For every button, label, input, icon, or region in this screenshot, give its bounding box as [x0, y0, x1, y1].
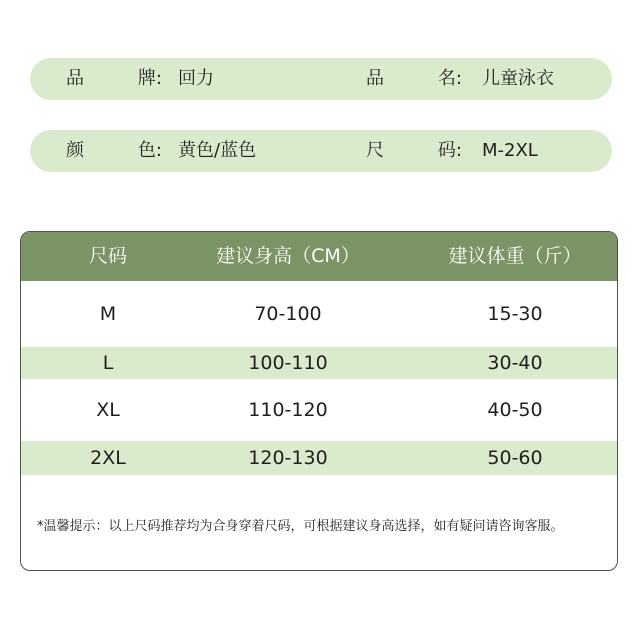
header-size: 尺码 — [88, 245, 127, 267]
brand-value: 回力 — [178, 68, 214, 89]
weight-cell: 15-30 — [487, 303, 543, 325]
table-row — [21, 441, 617, 475]
product-name-label: 品 名: — [366, 68, 462, 89]
size-value: M-2XL — [482, 140, 538, 161]
table-row — [21, 379, 617, 441]
weight-cell: 40-50 — [487, 399, 543, 421]
size-cell: XL — [96, 399, 120, 421]
size-label: 尺 码: — [366, 140, 462, 161]
height-cell: 120-130 — [248, 447, 328, 469]
weight-cell: 30-40 — [487, 352, 543, 374]
size-cell: M — [99, 303, 117, 325]
height-cell: 100-110 — [248, 352, 328, 374]
table-row — [21, 281, 617, 347]
product-name-value: 儿童泳衣 — [482, 68, 554, 89]
info-row-brand-name — [30, 58, 612, 100]
size-tip-note: *温馨提示：以上尺码推荐均为合身穿着尺码，可根据建议身高选择，如有疑问请咨询客服。 — [37, 519, 564, 534]
info-row-color-size — [30, 130, 612, 172]
weight-cell: 50-60 — [487, 447, 543, 469]
color-value: 黄色/蓝色 — [178, 140, 257, 161]
brand-label: 品 牌: — [66, 68, 162, 89]
table-row — [21, 347, 617, 379]
header-weight: 建议体重（斤） — [448, 245, 582, 267]
height-cell: 110-120 — [248, 399, 328, 421]
size-chart — [20, 231, 618, 571]
header-height: 建议身高（CM） — [216, 245, 360, 267]
height-cell: 70-100 — [254, 303, 322, 325]
color-label: 颜 色: — [66, 140, 162, 161]
size-cell: L — [102, 352, 114, 374]
size-cell: 2XL — [90, 447, 126, 469]
size-table-header — [21, 232, 617, 281]
